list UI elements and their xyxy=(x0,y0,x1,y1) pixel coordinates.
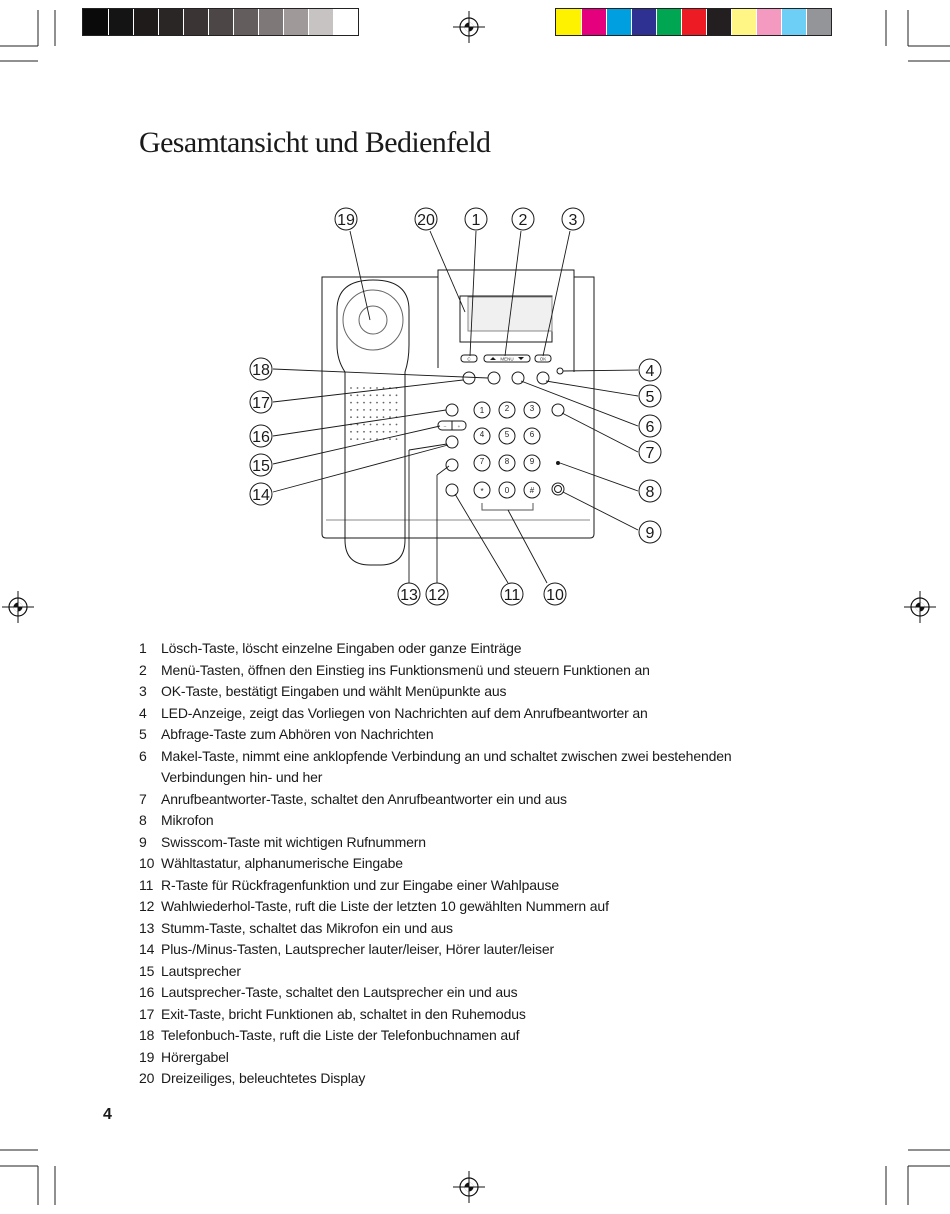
callout-1-label: 1 xyxy=(471,212,481,229)
led-indicator xyxy=(557,368,563,374)
legend-number: 16 xyxy=(139,984,155,1000)
grille-hole xyxy=(376,424,378,426)
answering-machine-key xyxy=(552,404,564,416)
grille-hole xyxy=(363,416,365,418)
handset xyxy=(337,280,409,565)
grille-hole xyxy=(389,424,391,426)
grille-hole xyxy=(350,416,352,418)
grille-hole xyxy=(396,402,398,404)
legend-text: Anrufbeantworter-Taste, schaltet den Anrufbeantworter ein und aus xyxy=(161,790,567,807)
grille-hole xyxy=(350,431,352,433)
key-3: 3 xyxy=(529,404,535,413)
callout-7-label: 7 xyxy=(645,445,655,462)
key-1: 1 xyxy=(479,406,485,415)
grille-hole xyxy=(376,438,378,440)
legend-number: 11 xyxy=(139,876,154,893)
grille-hole xyxy=(389,394,391,396)
legend-item xyxy=(139,961,839,983)
legend-number: 12 xyxy=(139,898,155,914)
dial-keypad xyxy=(474,402,540,498)
grille-hole xyxy=(363,402,365,404)
grille-hole xyxy=(370,387,372,389)
callout-16-label: 16 xyxy=(252,429,270,446)
grille-hole xyxy=(383,387,385,389)
legend-item xyxy=(139,638,839,660)
legend-item xyxy=(139,1047,839,1069)
legend-number: 5 xyxy=(139,726,147,742)
legend-text: LED-Anzeige, zeigt das Vorliegen von Nachrichten auf dem Anrufbeantworter an xyxy=(161,704,648,721)
grille-hole xyxy=(370,431,372,433)
key-2: 2 xyxy=(504,404,510,413)
grille-hole xyxy=(370,416,372,418)
grille-hole xyxy=(383,402,385,404)
legend-text: Wahlwiederhol-Taste, ruft die Liste der letzten 10 gewählten Nummern auf xyxy=(161,898,609,914)
grille-hole xyxy=(357,394,359,396)
grille-hole xyxy=(383,416,385,418)
callout-4-label: 4 xyxy=(645,363,655,380)
callout-5-label: 5 xyxy=(645,389,655,406)
key-6: 6 xyxy=(529,430,535,439)
callout-19-label: 19 xyxy=(337,212,355,229)
speaker-grille xyxy=(350,387,397,440)
grille-hole xyxy=(357,409,359,411)
grille-hole xyxy=(370,402,372,404)
callout-11-label: 11 xyxy=(503,587,521,604)
legend-number: 8 xyxy=(139,812,147,828)
page-title: Gesamtansicht und Bedienfeld xyxy=(139,126,491,159)
callout-20-label: 20 xyxy=(417,212,435,229)
grille-hole xyxy=(376,431,378,433)
legend-text: Wähltastatur, alphanumerische Eingabe xyxy=(161,855,403,871)
grille-hole xyxy=(376,409,378,411)
legend-text: Swisscom-Taste mit wichtigen Rufnummern xyxy=(161,833,426,850)
legend-number: 14 xyxy=(139,941,155,957)
key-9: 9 xyxy=(529,457,535,466)
grille-hole xyxy=(383,431,385,433)
hold-key xyxy=(512,372,524,384)
key-5: 5 xyxy=(504,430,510,439)
legend-number: 19 xyxy=(139,1048,155,1065)
grille-hole xyxy=(396,424,398,426)
microphone xyxy=(557,462,560,465)
callout-9-label: 9 xyxy=(645,525,655,542)
playback-key xyxy=(537,372,549,384)
callout-12-label: 12 xyxy=(428,587,446,604)
grille-hole xyxy=(363,424,365,426)
legend-item xyxy=(139,1004,839,1026)
grille-hole xyxy=(363,431,365,433)
legend-number: 15 xyxy=(139,962,155,979)
grille-hole xyxy=(383,394,385,396)
grille-hole xyxy=(396,394,398,396)
legend-item xyxy=(139,703,839,725)
legend-text: Lösch-Taste, löscht einzelne Eingaben oder ganze Einträge xyxy=(161,640,522,656)
grille-hole xyxy=(363,394,365,396)
legend-text: Mikrofon xyxy=(161,812,214,828)
callout-14-label: 14 xyxy=(252,487,270,504)
legend-number: 9 xyxy=(139,833,147,850)
legend-number: 17 xyxy=(139,1005,155,1022)
exit-key xyxy=(463,372,475,384)
mute-key xyxy=(446,436,458,448)
legend-item xyxy=(139,853,839,875)
grille-hole xyxy=(389,409,391,411)
clear-key-label: C xyxy=(467,356,471,362)
legend-item xyxy=(139,875,839,897)
legend-text: Abfrage-Taste zum Abhören von Nachrichten xyxy=(161,726,434,742)
grille-hole xyxy=(376,387,378,389)
grille-hole xyxy=(363,387,365,389)
callout-18-label: 18 xyxy=(252,362,270,379)
grille-hole xyxy=(383,409,385,411)
legend-number: 13 xyxy=(139,919,155,936)
legend-number: 7 xyxy=(139,790,147,807)
legend-item xyxy=(139,832,839,854)
legend-item xyxy=(139,746,839,789)
legend-item xyxy=(139,918,839,940)
legend-text: R-Taste für Rückfragenfunktion und zur Eingabe einer Wahlpause xyxy=(161,876,559,893)
callout-3-label: 3 xyxy=(568,212,578,229)
grille-hole xyxy=(370,409,372,411)
legend-text: Hörergabel xyxy=(161,1048,229,1065)
key-8: 8 xyxy=(504,457,510,466)
legend-item xyxy=(139,939,839,961)
grille-hole xyxy=(350,409,352,411)
key-hash: # xyxy=(529,486,535,495)
legend-item xyxy=(139,982,839,1004)
grille-hole xyxy=(376,402,378,404)
key-7: 7 xyxy=(479,457,485,466)
grille-hole xyxy=(383,424,385,426)
grille-hole xyxy=(396,431,398,433)
grille-hole xyxy=(350,402,352,404)
callout-8-label: 8 xyxy=(645,484,655,501)
callout-15-label: 15 xyxy=(252,458,270,475)
legend-text: Lautsprecher xyxy=(161,962,241,979)
legend-text: Exit-Taste, bricht Funktionen ab, schaltet in den Ruhemodus xyxy=(161,1005,526,1022)
legend-number: 2 xyxy=(139,661,147,678)
grille-hole xyxy=(357,424,359,426)
legend-number: 20 xyxy=(139,1070,155,1086)
redial-key xyxy=(446,459,458,471)
grille-hole xyxy=(363,409,365,411)
legend-text: Dreizeiliges, beleuchtetes Display xyxy=(161,1070,366,1086)
legend-number: 6 xyxy=(139,747,147,764)
grille-hole xyxy=(357,387,359,389)
registration-mark-bottom xyxy=(453,1171,485,1203)
key-0: 0 xyxy=(504,486,510,495)
legend-item xyxy=(139,1068,839,1090)
speaker-key xyxy=(446,404,458,416)
legend-number: 18 xyxy=(139,1027,155,1043)
plus-key-label: + xyxy=(457,424,461,429)
legend-text: Telefonbuch-Taste, ruft die Liste der Telefonbuchnamen auf xyxy=(161,1027,520,1043)
phonebook-key xyxy=(488,372,500,384)
legend-text: Makel-Taste, nimmt eine anklopfende Verbindung an und schaltet zwischen zwei bestehenden Verbindungen hin- und her xyxy=(161,747,732,785)
grille-hole xyxy=(350,387,352,389)
leader-lines xyxy=(273,231,638,583)
ok-key-label: OK xyxy=(539,356,547,362)
legend-item xyxy=(139,660,839,682)
grille-hole xyxy=(370,438,372,440)
legend-item xyxy=(139,724,839,746)
grille-hole xyxy=(357,431,359,433)
grille-hole xyxy=(376,416,378,418)
grille-hole xyxy=(396,438,398,440)
minus-key-label: – xyxy=(443,424,447,429)
legend-text: Lautsprecher-Taste, schaltet den Lautsprecher ein und aus xyxy=(161,984,518,1000)
callout-2-label: 2 xyxy=(518,212,528,229)
grille-hole xyxy=(357,416,359,418)
grille-hole xyxy=(357,402,359,404)
legend-text: Stumm-Taste, schaltet das Mikrofon ein und aus xyxy=(161,919,453,936)
legend-item xyxy=(139,810,839,832)
callout-17-label: 17 xyxy=(252,395,270,412)
legend-number: 10 xyxy=(139,855,155,871)
callout-13-label: 13 xyxy=(400,587,418,604)
grille-hole xyxy=(376,394,378,396)
component-legend xyxy=(139,638,839,1090)
legend-item xyxy=(139,789,839,811)
legend-item xyxy=(139,1025,839,1047)
callout-6-label: 6 xyxy=(645,419,655,436)
key-4: 4 xyxy=(479,430,485,439)
menu-key-label: MENU xyxy=(500,356,514,362)
legend-number: 4 xyxy=(139,704,147,721)
legend-text: Plus-/Minus-Tasten, Lautsprecher lauter/leiser, Hörer lauter/leiser xyxy=(161,941,555,957)
callout-10-label: 10 xyxy=(546,587,564,604)
legend-text: OK-Taste, bestätigt Eingaben und wählt Menüpunkte aus xyxy=(161,683,507,699)
grille-hole xyxy=(389,431,391,433)
grille-hole xyxy=(350,438,352,440)
legend-number: 3 xyxy=(139,683,147,699)
legend-text: Menü-Tasten, öffnen den Einstieg ins Funktionsmenü und steuern Funktionen an xyxy=(161,661,650,678)
grille-hole xyxy=(350,394,352,396)
grille-hole xyxy=(389,416,391,418)
key-star: * xyxy=(480,487,484,496)
grille-hole xyxy=(370,424,372,426)
grille-hole xyxy=(370,394,372,396)
grille-hole xyxy=(396,409,398,411)
r-key xyxy=(446,484,458,496)
swisscom-key xyxy=(552,483,564,495)
legend-number: 1 xyxy=(139,640,147,656)
grille-hole xyxy=(389,402,391,404)
legend-item xyxy=(139,681,839,703)
grille-hole xyxy=(357,438,359,440)
page-number: 4 xyxy=(103,1106,112,1123)
grille-hole xyxy=(389,438,391,440)
legend-item xyxy=(139,896,839,918)
grille-hole xyxy=(363,438,365,440)
